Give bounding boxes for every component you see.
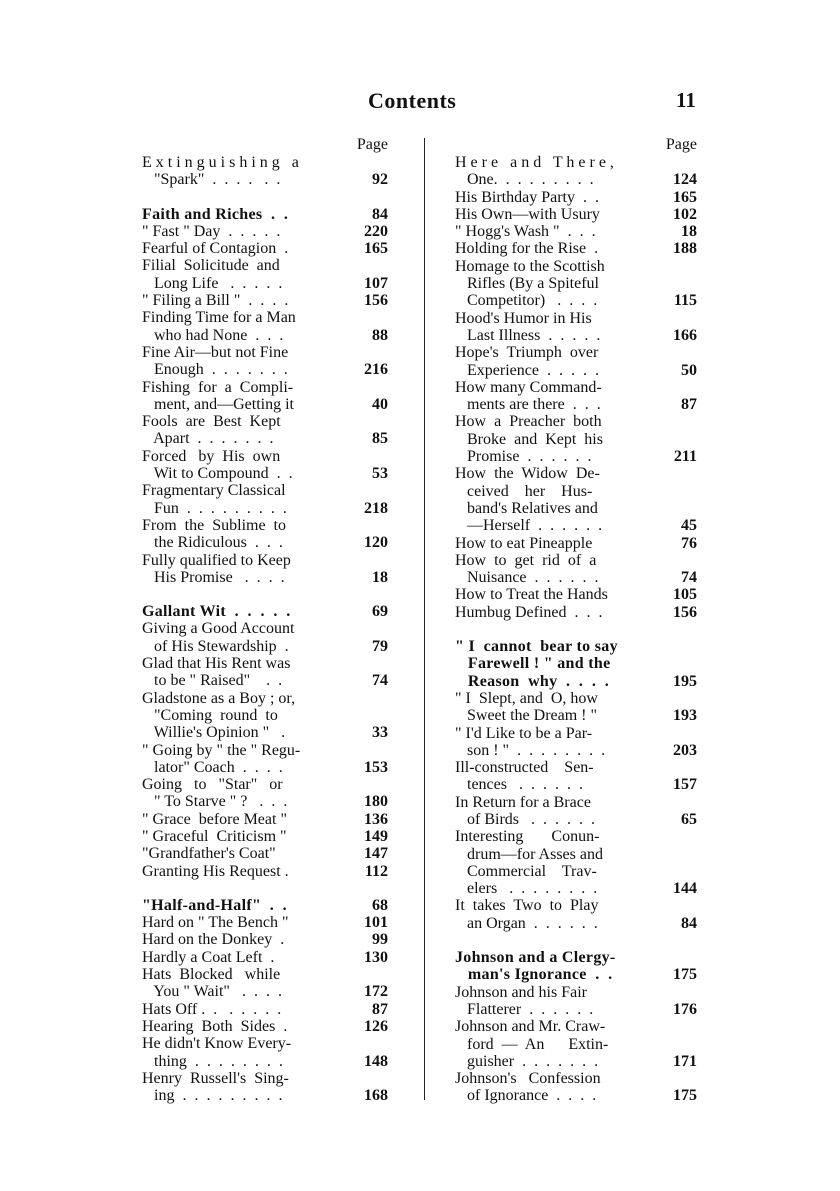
entry-title: It takes Two to Play an Organ . . . . . . bbox=[455, 897, 599, 932]
entry-page-number: 92 bbox=[372, 171, 388, 189]
entry-page-number: 87 bbox=[372, 1000, 388, 1018]
entry-title: How a Preacher both Broke and Kept his Promise . . . . . . bbox=[455, 413, 603, 466]
toc-entry bbox=[455, 725, 697, 760]
entry-title: How to get rid of a Nuisance . . . . . . bbox=[455, 551, 599, 587]
entry-title: " Filing a Bill " . . . . bbox=[142, 292, 289, 310]
entry-title: Glad that His Rent was to be " Raised" . . bbox=[142, 655, 291, 690]
entry-title: Faith and Riches . . bbox=[142, 205, 289, 223]
entry-title: Hood's Humor in His Last Illness . . . . . bbox=[455, 309, 601, 344]
entry-title: His Own—with Usury bbox=[455, 205, 600, 223]
toc-entry bbox=[455, 240, 697, 257]
toc-entry bbox=[455, 638, 697, 690]
entry-page-number: 144 bbox=[673, 880, 697, 898]
entry-page-number: 68 bbox=[372, 896, 388, 914]
toc-entry bbox=[455, 759, 697, 794]
toc-entry bbox=[142, 776, 388, 811]
entry-page-number: 126 bbox=[364, 1017, 388, 1035]
entry-title: Finding Time for a Man who had None . . . bbox=[142, 309, 296, 344]
toc-entry bbox=[142, 828, 388, 845]
entry-page-number: 171 bbox=[673, 1052, 697, 1070]
entry-page-number: 195 bbox=[673, 672, 697, 690]
entry-title: Gladstone as a Boy ; or, "Coming round to Willie's Opinion " . bbox=[142, 689, 296, 742]
toc-entry bbox=[142, 845, 388, 862]
entry-page-number: 99 bbox=[372, 931, 388, 949]
toc-entry bbox=[455, 1018, 697, 1070]
toc-entry bbox=[142, 1035, 388, 1070]
toc-entry bbox=[142, 897, 388, 914]
entry-title: "Half-and-Half" . . bbox=[142, 896, 287, 914]
entry-title: Granting His Request . bbox=[142, 862, 289, 880]
toc-entry bbox=[142, 742, 388, 777]
entry-page-number: 105 bbox=[673, 586, 697, 604]
entry-page-number: 176 bbox=[673, 1000, 697, 1018]
toc-entry bbox=[142, 655, 388, 690]
toc-entry bbox=[455, 206, 697, 223]
toc-entry bbox=[455, 344, 697, 379]
entry-title: Ill-constructed Sen- tences . . . . . . bbox=[455, 759, 594, 794]
toc-entry bbox=[455, 794, 697, 829]
entry-title: Fully qualified to Keep His Promise . . . . bbox=[142, 551, 291, 586]
entry-title: How to eat Pineapple bbox=[455, 534, 593, 552]
entry-title: In Return for a Brace of Birds . . . . . . bbox=[455, 793, 595, 828]
entry-page-number: 87 bbox=[681, 396, 697, 414]
entry-page-number: 84 bbox=[372, 205, 388, 223]
entry-title: Gallant Wit . . . . . bbox=[142, 603, 291, 621]
entry-title: Fearful of Contagion . bbox=[142, 240, 289, 258]
entry-title: " Graceful Criticism " bbox=[142, 827, 287, 845]
entry-page-number: 165 bbox=[673, 188, 697, 206]
entry-title: " Hogg's Wash " . . . bbox=[455, 223, 596, 241]
toc-entry bbox=[142, 931, 388, 948]
entry-title: He didn't Know Every- thing . . . . . . . . bbox=[142, 1035, 292, 1070]
entry-title: Fools are Best Kept Apart . . . . . . . bbox=[142, 413, 281, 448]
entry-title: Forced by His own Wit to Compound . . bbox=[142, 447, 293, 483]
entry-title: Fine Air—but not Fine Enough . . . . . . . bbox=[142, 343, 289, 379]
toc-entry bbox=[142, 154, 388, 189]
toc-entry bbox=[142, 603, 388, 620]
entry-page-number: 112 bbox=[364, 862, 388, 880]
toc-entry bbox=[142, 949, 388, 966]
toc-entry bbox=[455, 897, 697, 932]
entry-list bbox=[142, 154, 388, 1104]
entry-title: Hats Off . . . . . . . bbox=[142, 1000, 282, 1018]
toc-entry bbox=[455, 984, 697, 1019]
entry-page-number: 175 bbox=[673, 1087, 697, 1105]
section-gap bbox=[142, 189, 388, 206]
entry-page-number: 166 bbox=[673, 326, 697, 344]
toc-entry bbox=[455, 949, 697, 984]
entry-page-number: 33 bbox=[372, 724, 388, 742]
entry-page-number: 88 bbox=[372, 326, 388, 344]
toc-entry bbox=[142, 482, 388, 517]
section-gap bbox=[142, 586, 388, 603]
entry-page-number: 218 bbox=[364, 499, 388, 517]
entry-page-number: 188 bbox=[673, 240, 697, 258]
toc-entry bbox=[142, 1018, 388, 1035]
entry-title: " Fast " Day . . . . . bbox=[142, 222, 281, 240]
entry-title: Interesting Conun- drum—for Asses and Commercial Trav- elers . . . . . . . . bbox=[455, 828, 603, 898]
entry-page-number: 193 bbox=[673, 707, 697, 725]
toc-entry bbox=[142, 620, 388, 655]
entry-page-number: 148 bbox=[364, 1052, 388, 1070]
entry-title: Johnson and his Fair Flatterer . . . . . . bbox=[455, 983, 594, 1018]
entry-title: H e r e a n d T h e r e , One. . . . . . . . . bbox=[455, 154, 614, 189]
toc-entry bbox=[142, 448, 388, 483]
entry-page-number: 18 bbox=[681, 223, 697, 241]
entry-title: "Grandfather's Coat" bbox=[142, 845, 276, 863]
entry-page-number: 153 bbox=[364, 758, 388, 776]
entry-page-number: 107 bbox=[364, 274, 388, 292]
entry-title: Johnson and Mr. Craw- ford — An Extin- guisher . . . . . . . bbox=[455, 1018, 609, 1070]
entry-title: Hardly a Coat Left . bbox=[142, 948, 275, 966]
toc-entry bbox=[142, 257, 388, 292]
entry-page-number: 115 bbox=[673, 292, 697, 310]
entry-page-number: 84 bbox=[681, 914, 697, 932]
toc-entry bbox=[142, 1001, 388, 1018]
entry-title: " Grace before Meat " bbox=[142, 810, 287, 828]
entry-title: How many Command- ments are there . . . bbox=[455, 378, 602, 414]
entry-page-number: 18 bbox=[372, 568, 388, 586]
entry-page-number: 76 bbox=[681, 534, 697, 552]
page-column-label: Page bbox=[356, 136, 388, 153]
entry-title: Fragmentary Classical Fun . . . . . . . . . bbox=[142, 482, 287, 517]
section-gap bbox=[142, 880, 388, 897]
toc-entry bbox=[142, 517, 388, 552]
entry-page-number: 124 bbox=[673, 171, 697, 189]
entry-page-number: 156 bbox=[364, 292, 388, 310]
entry-title: Humbug Defined . . . bbox=[455, 603, 603, 621]
entry-title: Hard on " The Bench " bbox=[142, 914, 289, 932]
entry-title: Homage to the Scottish Rifles (By a Spiteful Competitor) . . . . bbox=[455, 257, 605, 310]
entry-title: How the Widow De- ceived her Hus- band's Relatives and —Herself . . . . . . bbox=[455, 465, 603, 535]
toc-entry bbox=[142, 206, 388, 223]
toc-entry bbox=[142, 292, 388, 309]
entry-title: Johnson and a Clergy- man's Ignorance . . bbox=[455, 949, 616, 984]
entry-page-number: 220 bbox=[364, 222, 388, 240]
toc-entry bbox=[142, 914, 388, 931]
entry-page-number: 149 bbox=[364, 827, 388, 845]
entry-title: Holding for the Rise . bbox=[455, 240, 599, 258]
toc-entry bbox=[455, 828, 697, 897]
section-gap bbox=[455, 621, 697, 638]
entry-title: From the Sublime to the Ridiculous . . . bbox=[142, 516, 286, 552]
entry-title: E x t i n g u i s h i n g a "Spark" . . . . . . bbox=[142, 154, 299, 189]
entry-title: Hope's Triumph over Experience . . . . . bbox=[455, 344, 599, 379]
entry-page-number: 101 bbox=[364, 914, 388, 932]
entry-page-number: 65 bbox=[681, 810, 697, 828]
toc-entry bbox=[455, 465, 697, 534]
page-title: Contents bbox=[368, 88, 457, 113]
section-gap bbox=[455, 932, 697, 949]
entry-page-number: 168 bbox=[364, 1087, 388, 1105]
page-header bbox=[0, 88, 840, 118]
entry-title: Johnson's Confession of Ignorance . . . . bbox=[455, 1070, 601, 1105]
entry-page-number: 211 bbox=[673, 448, 697, 466]
entry-title: His Birthday Party . . bbox=[455, 188, 599, 206]
entry-page-number: 136 bbox=[364, 810, 388, 828]
toc-entry bbox=[455, 690, 697, 725]
entry-page-number: 203 bbox=[673, 741, 697, 759]
entry-page-number: 157 bbox=[673, 776, 697, 794]
toc-entry bbox=[142, 413, 388, 448]
entry-page-number: 156 bbox=[673, 603, 697, 621]
entry-page-number: 50 bbox=[681, 361, 697, 379]
entry-page-number: 175 bbox=[673, 966, 697, 984]
entry-title: Hearing Both Sides . bbox=[142, 1017, 288, 1035]
toc-entry bbox=[142, 223, 388, 240]
toc-entry bbox=[142, 309, 388, 344]
entry-page-number: 165 bbox=[364, 240, 388, 258]
entry-title: How to Treat the Hands bbox=[455, 586, 608, 604]
entry-title: Hard on the Donkey . bbox=[142, 931, 285, 949]
entry-page-number: 147 bbox=[364, 845, 388, 863]
entry-title: " I Slept, and O, how Sweet the Dream ! " bbox=[455, 689, 598, 725]
toc-entry bbox=[142, 240, 388, 257]
page-number: 11 bbox=[676, 88, 696, 112]
entry-page-number: 79 bbox=[372, 637, 388, 655]
toc-entry bbox=[455, 535, 697, 552]
entry-title: Hats Blocked while You " Wait" . . . . bbox=[142, 966, 282, 1001]
toc-entry bbox=[142, 690, 388, 742]
entry-page-number: 180 bbox=[364, 793, 388, 811]
entry-page-number: 120 bbox=[364, 534, 388, 552]
toc-entry bbox=[142, 811, 388, 828]
column-divider bbox=[424, 138, 425, 1100]
entry-page-number: 53 bbox=[372, 465, 388, 483]
toc-entry bbox=[455, 1070, 697, 1105]
page-column-label: Page bbox=[665, 136, 697, 153]
toc-entry bbox=[455, 223, 697, 240]
toc-entry bbox=[455, 586, 697, 603]
contents-column-left bbox=[142, 136, 388, 1104]
entry-title: Fishing for a Compli- ment, and—Getting it bbox=[142, 378, 294, 413]
toc-entry bbox=[455, 552, 697, 587]
entry-title: Henry Russell's Sing- ing . . . . . . . . . bbox=[142, 1069, 289, 1105]
entry-page-number: 74 bbox=[372, 672, 388, 690]
entry-page-number: 216 bbox=[364, 361, 388, 379]
toc-entry bbox=[455, 258, 697, 310]
entry-title: " Going by " the " Regu- lator" Coach . . . . bbox=[142, 741, 301, 776]
entry-page-number: 69 bbox=[372, 603, 388, 621]
toc-entry bbox=[455, 189, 697, 206]
entry-page-number: 130 bbox=[364, 948, 388, 966]
toc-entry bbox=[142, 863, 388, 880]
toc-entry bbox=[455, 413, 697, 465]
entry-title: " I cannot bear to say Farewell ! " and the Reason why . . . . bbox=[455, 638, 618, 690]
entry-title: Giving a Good Account of His Stewardship . bbox=[142, 620, 295, 655]
toc-entry bbox=[455, 154, 697, 189]
toc-entry bbox=[142, 966, 388, 1001]
entry-title: Filial Solicitude and Long Life . . . . . bbox=[142, 257, 283, 292]
toc-entry bbox=[142, 344, 388, 379]
entry-page-number: 74 bbox=[681, 569, 697, 587]
entry-page-number: 172 bbox=[364, 983, 388, 1001]
toc-entry bbox=[142, 552, 388, 587]
entry-title: Going to "Star" or " To Starve " ? . . . bbox=[142, 776, 288, 811]
toc-entry bbox=[455, 379, 697, 414]
entry-title: " I'd Like to be a Par- son ! " . . . . . . . . bbox=[455, 724, 606, 759]
toc-entry bbox=[455, 604, 697, 621]
entry-page-number: 85 bbox=[372, 430, 388, 448]
toc-entry bbox=[142, 1070, 388, 1105]
entry-page-number: 40 bbox=[372, 395, 388, 413]
entry-list bbox=[455, 154, 697, 1105]
entry-page-number: 102 bbox=[673, 205, 697, 223]
toc-entry bbox=[142, 379, 388, 414]
contents-column-right bbox=[455, 136, 697, 1105]
entry-page-number: 45 bbox=[681, 517, 697, 535]
toc-entry bbox=[455, 310, 697, 345]
